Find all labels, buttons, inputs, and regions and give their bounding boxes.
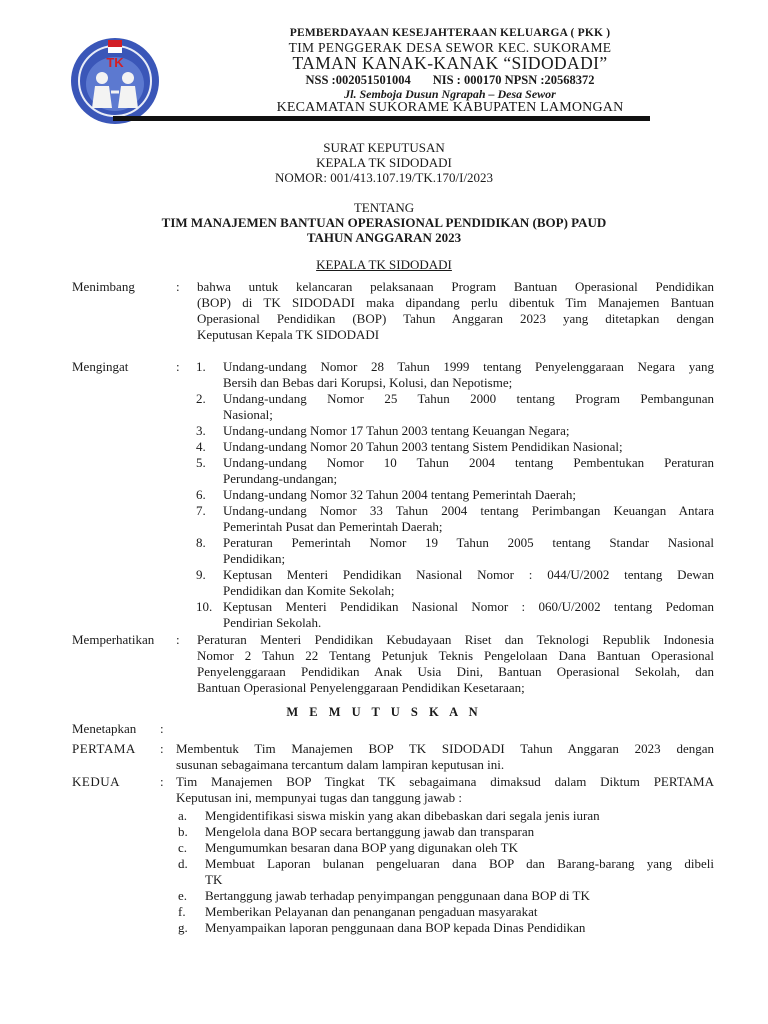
mengingat-item-text: Pendidikan; — [223, 551, 286, 566]
kedua-item-text: Menyampaikan laporan penggunaan dana BOP kepada Dinas Pendidikan — [205, 920, 586, 935]
menetapkan-colon: : — [160, 721, 164, 736]
memperhatikan-line: Peraturan Menteri Pendidikan Kebudayaan Riset dan Teknologi Republik Indonesia — [197, 632, 714, 647]
kedua-colon: : — [160, 774, 164, 789]
menimbang-label: Menimbang — [72, 279, 135, 294]
letterhead-registration — [180, 74, 720, 87]
pertama-label: PERTAMA — [72, 741, 136, 756]
svg-text:TK: TK — [106, 55, 124, 70]
letterhead-nss: NSS :002051501004 — [305, 73, 411, 87]
mengingat-item-number: 6. — [196, 487, 206, 502]
kedua-item-text: Memberikan Pelayanan dan penanganan pengaduan masyarakat — [205, 904, 538, 919]
kedua-item-number: a. — [178, 808, 188, 823]
mengingat-item-number: 1. — [196, 359, 206, 374]
mengingat-item-text: Nasional; — [223, 407, 273, 422]
pertama-colon: : — [160, 741, 164, 756]
menimbang-line: (BOP) di TK SIDODADI maka dipandang perlu dibentuk Tim Manajemen Bantuan — [197, 295, 714, 310]
letterhead-address: Jl. Semboja Dusun Ngrapah – Desa Sewor — [344, 87, 556, 101]
mengingat-item-text: Undang-undang Nomor 32 Tahun 2004 tentang Pemerintah Daerah; — [223, 487, 577, 502]
mengingat-item-number: 2. — [196, 391, 206, 406]
mengingat-label: Mengingat — [72, 359, 129, 374]
memperhatikan-line: Bantuan Operasional Penyelenggaraan Pendidikan Kesetaraan; — [197, 680, 525, 695]
kedua-item-number: f. — [178, 904, 186, 919]
memutuskan-heading: M E M U T U S K A N — [286, 705, 482, 719]
mengingat-item-text: Undang-undang Nomor 20 Tahun 2003 tentang Sistem Pendidikan Nasional; — [223, 439, 623, 454]
mengingat-item-text: Undang-undang Nomor 33 Tahun 2004 tentang Perimbangan Keuangan Antara — [223, 503, 714, 518]
doc-subject-line-1: TIM MANAJEMEN BANTUAN OPERASIONAL PENDIDIKAN (BOP) PAUD — [161, 215, 607, 230]
mengingat-item-text: Undang-undang Nomor 10 Tahun 2004 tentang Pembentukan Peraturan — [223, 455, 714, 470]
memperhatikan-label: Memperhatikan — [72, 632, 155, 647]
mengingat-item-text: Peraturan Pemerintah Nomor 19 Tahun 2005 tentang Standar Nasional — [223, 535, 714, 550]
kedua-item-text: TK — [205, 872, 223, 887]
letterhead-nis-npsn: NIS : 000170 NPSN :20568372 — [432, 73, 595, 87]
kedua-item-number: b. — [178, 824, 188, 839]
kedua-item-number: c. — [178, 840, 188, 855]
kedua-line: Keputusan ini, mempunyai tugas dan tanggung jawab : — [176, 790, 462, 805]
mengingat-item-text: Undang-undang Nomor 17 Tahun 2003 tentang Keuangan Negara; — [223, 423, 570, 438]
doc-type: SURAT KEPUTUSAN — [323, 140, 445, 155]
kedua-item-text: Bertanggung jawab terhadap penyimpangan penggunaan dana BOP di TK — [205, 888, 590, 903]
mengingat-item-number: 5. — [196, 455, 206, 470]
doc-about: TENTANG — [353, 200, 415, 215]
mengingat-item-number: 8. — [196, 535, 206, 550]
doc-issuer: KEPALA TK SIDODADI — [316, 155, 452, 170]
memperhatikan-line: Penyelenggaraan Pendidikan Anak Usia Dini, Bantuan Operasional Sekolah, dan — [197, 664, 714, 679]
kedua-item-number: e. — [178, 888, 188, 903]
mengingat-item-number: 7. — [196, 503, 206, 518]
letterhead-org: PEMBERDAYAAN KESEJAHTERAAN KELUARGA ( PKK ) — [289, 27, 611, 39]
doc-number: NOMOR: 001/413.107.19/TK.170/I/2023 — [274, 170, 494, 185]
mengingat-item-number: 3. — [196, 423, 206, 438]
kedua-item-text: Mengumumkan besaran dana BOP yang digunakan oleh TK — [205, 840, 519, 855]
kedua-item-text: Mengelola dana BOP secara bertanggung jawab dan transparan — [205, 824, 535, 839]
mengingat-colon: : — [176, 359, 180, 374]
menimbang-line: Keputusan Kepala TK SIDODADI — [197, 327, 380, 342]
mengingat-item-text: Keptusan Menteri Pendidikan Nasional Nomor : 060/U/2002 tentang Pedoman — [223, 599, 714, 614]
mengingat-item-text: Undang-undang Nomor 25 Tahun 2000 tentang Program Pembangunan — [223, 391, 714, 406]
mengingat-item-text: Perundang-undangan; — [223, 471, 338, 486]
letterhead-team: TIM PENGGERAK DESA SEWOR KEC. SUKORAME — [288, 40, 612, 55]
kedua-item-text: Membuat Laporan bulanan pengeluaran dana BOP dan Barang-barang yang dibeli — [205, 856, 714, 871]
menetapkan-label: Menetapkan — [72, 721, 137, 736]
mengingat-item-number: 9. — [196, 567, 206, 582]
pertama-line: susunan sebagaimana tercantum dalam lampiran keputusan ini. — [176, 757, 505, 772]
menimbang-colon: : — [176, 279, 180, 294]
mengingat-item-text: Keptusan Menteri Pendidikan Nasional Nomor : 044/U/2002 tentang Dewan — [223, 567, 714, 582]
kedua-line: Tim Manajemen BOP Tingkat TK sebagaimana dimaksud dalam Diktum PERTAMA — [176, 774, 714, 789]
menimbang-line: bahwa untuk kelancaran pelaksanaan Program Bantuan Operasional Pendidikan — [197, 279, 714, 294]
mengingat-item-text: Bersih dan Bebas dari Korupsi, Kolusi, dan Nepotisme; — [223, 375, 513, 390]
memperhatikan-line: Nomor 2 Tahun 22 Tentang Petunjuk Teknis Pengelolaan Dana Bantuan Operasional — [197, 648, 714, 663]
letterhead-divider — [113, 116, 650, 121]
mengingat-item-text: Pendidikan dan Komite Sekolah; — [223, 583, 395, 598]
menimbang-line: Operasional Pendidikan (BOP) Tahun Anggaran 2023 yang ditetapkan dengan — [197, 311, 714, 326]
mengingat-item-number: 4. — [196, 439, 206, 454]
mengingat-item-text: Undang-undang Nomor 28 Tahun 1999 tentang Penyelenggaraan Negara yang — [223, 359, 714, 374]
kedua-label: KEDUA — [72, 774, 120, 789]
memperhatikan-colon: : — [176, 632, 180, 647]
kedua-item-number: g. — [178, 920, 188, 935]
mengingat-item-text: Pendirian Sekolah. — [223, 615, 322, 630]
mengingat-item-number: 10. — [196, 599, 213, 614]
letterhead-school-name: TAMAN KANAK-KANAK “SIDODADI” — [292, 53, 608, 73]
doc-subject-line-2: TAHUN ANGGARAN 2023 — [306, 230, 462, 245]
doc-signer-heading: KEPALA TK SIDODADI — [316, 257, 452, 272]
letterhead-district: KECAMATAN SUKORAME KABUPATEN LAMONGAN — [276, 100, 624, 115]
kedua-item-number: d. — [178, 856, 188, 871]
school-logo — [68, 34, 162, 128]
kedua-item-text: Mengidentifikasi siswa miskin yang akan dibebaskan dari segala jenis iuran — [205, 808, 600, 823]
mengingat-item-text: Pemerintah Pusat dan Pemerintah Daerah; — [223, 519, 443, 534]
pertama-line: Membentuk Tim Manajemen BOP TK SIDODADI Tahun Anggaran 2023 dengan — [176, 741, 714, 756]
